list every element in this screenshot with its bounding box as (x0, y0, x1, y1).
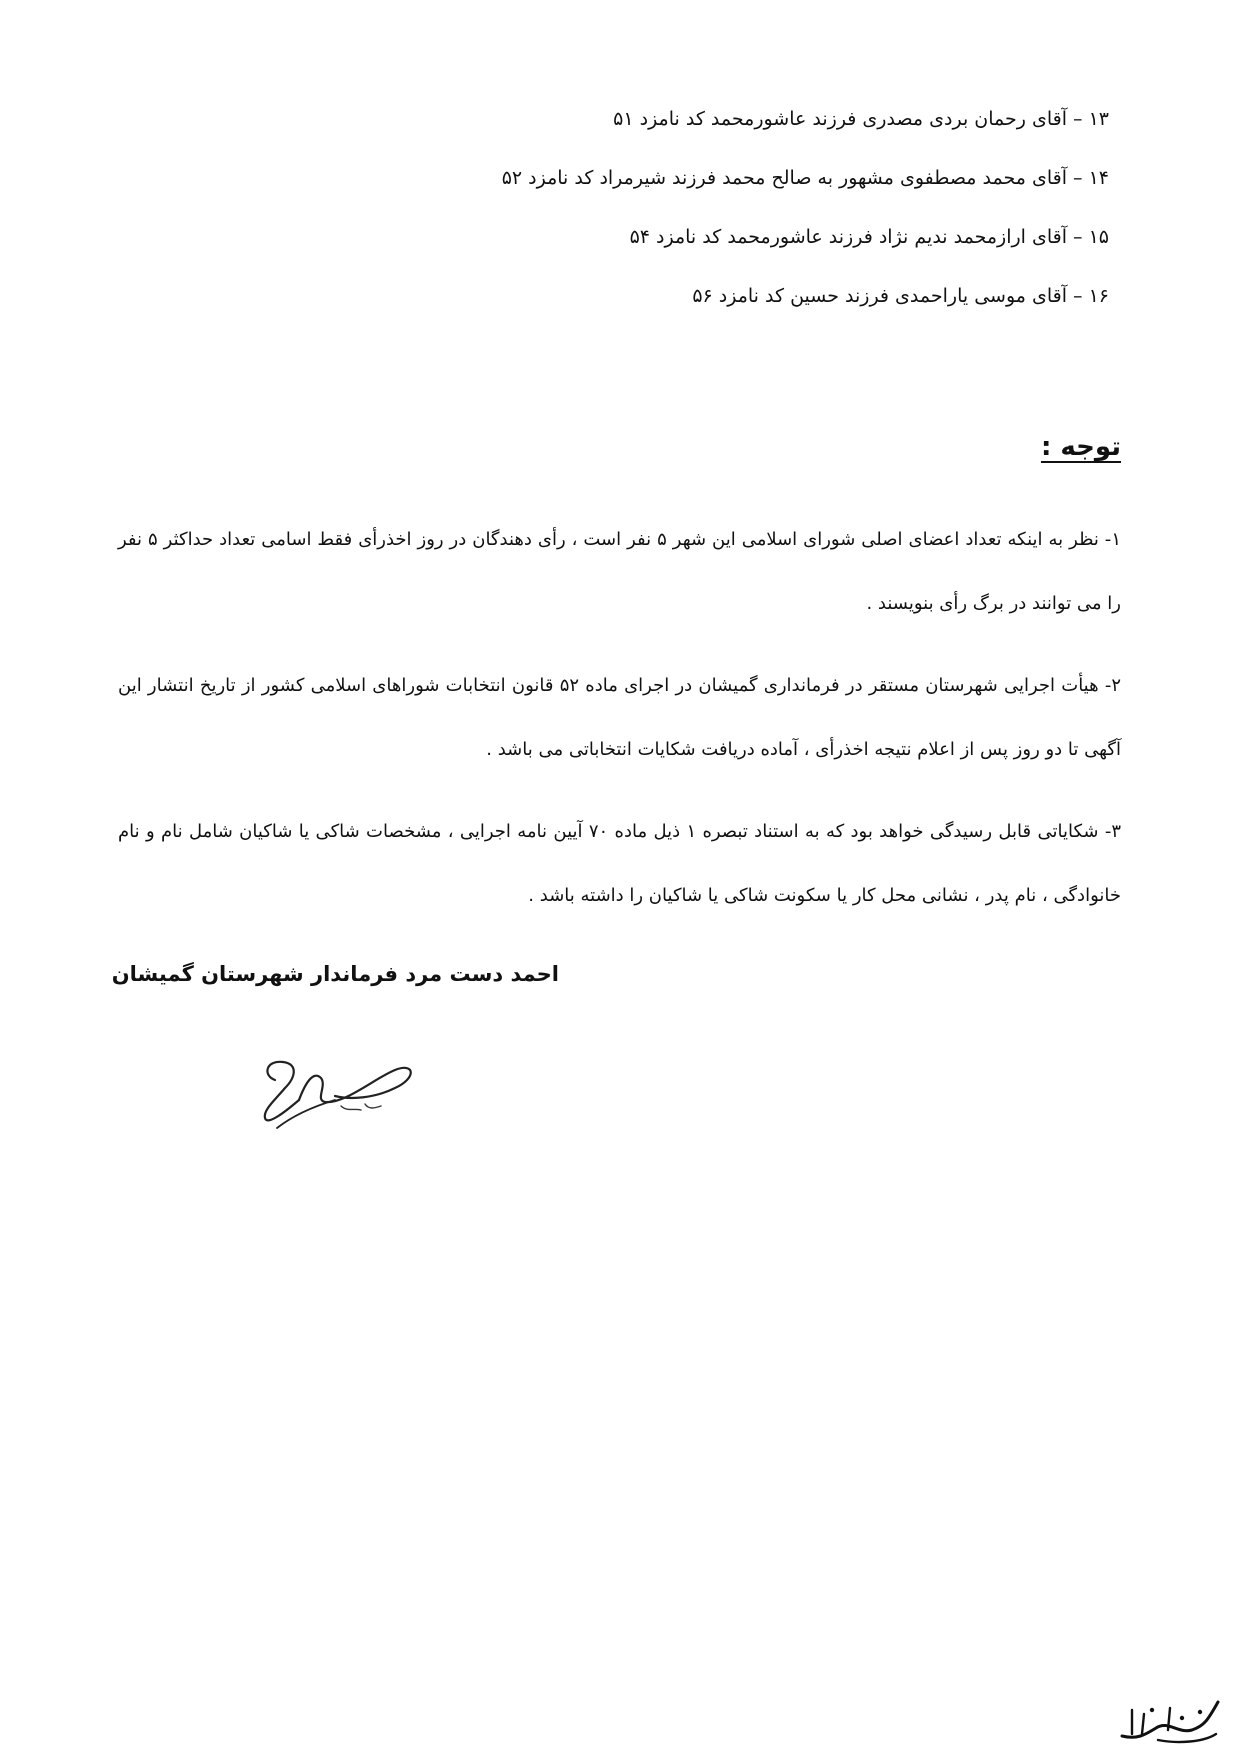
note-paragraph-1: ۱- نظر به اینکه تعداد اعضای اصلی شورای اسلامی این شهر ۵ نفر است ، رأی دهندگان در روز اخذرأی فقط اسامی تعداد حداکثر ۵ نفر را می توانند در برگ رأی بنویسند . (118, 529, 1121, 614)
signer-title: احمد دست مرد فرماندار شهرستان گمیشان (111, 962, 559, 986)
note-paragraph-3: ۳- شکایاتی قابل رسیدگی خواهد بود که به استناد تبصره ۱ ذیل ماده ۷۰ آیین نامه اجرایی ، مشخصات شاکی یا شاکیان شامل نام و نام خانوادگی ، نام پدر ، نشانی محل کار یا سکونت شاکی یا شاکیان را داشته باشد . (118, 821, 1121, 906)
candidate-line-16: ۱۶ – آقای موسی یاراحمدی فرزند حسین کد نامزد ۵۶ (692, 285, 1109, 307)
governorate-logo (1108, 1690, 1230, 1750)
signature-image (255, 1048, 425, 1138)
candidate-line-13: ۱۳ – آقای رحمان بردی مصدری فرزند عاشورمحمد کد نامزد ۵۱ (613, 108, 1109, 130)
candidate-line-14: ۱۴ – آقای محمد مصطفوی مشهور به صالح محمد فرزند شیرمراد کد نامزد ۵۲ (501, 167, 1109, 189)
candidate-line-15: ۱۵ – آقای ارازمحمد ندیم نژاد فرزند عاشورمحمد کد نامزد ۵۴ (629, 226, 1109, 248)
note-heading: توجه : (1040, 432, 1121, 462)
note-paragraph-2: ۲- هیأت اجرایی شهرستان مستقر در فرمانداری گمیشان در اجرای ماده ۵۲ قانون انتخابات شوراهای اسلامی کشور از تاریخ انتشار این آگهی تا دو روز پس از اعلام نتیجه اخذرأی ، آماده دریافت شکایات انتخاباتی می باشد . (118, 675, 1121, 760)
